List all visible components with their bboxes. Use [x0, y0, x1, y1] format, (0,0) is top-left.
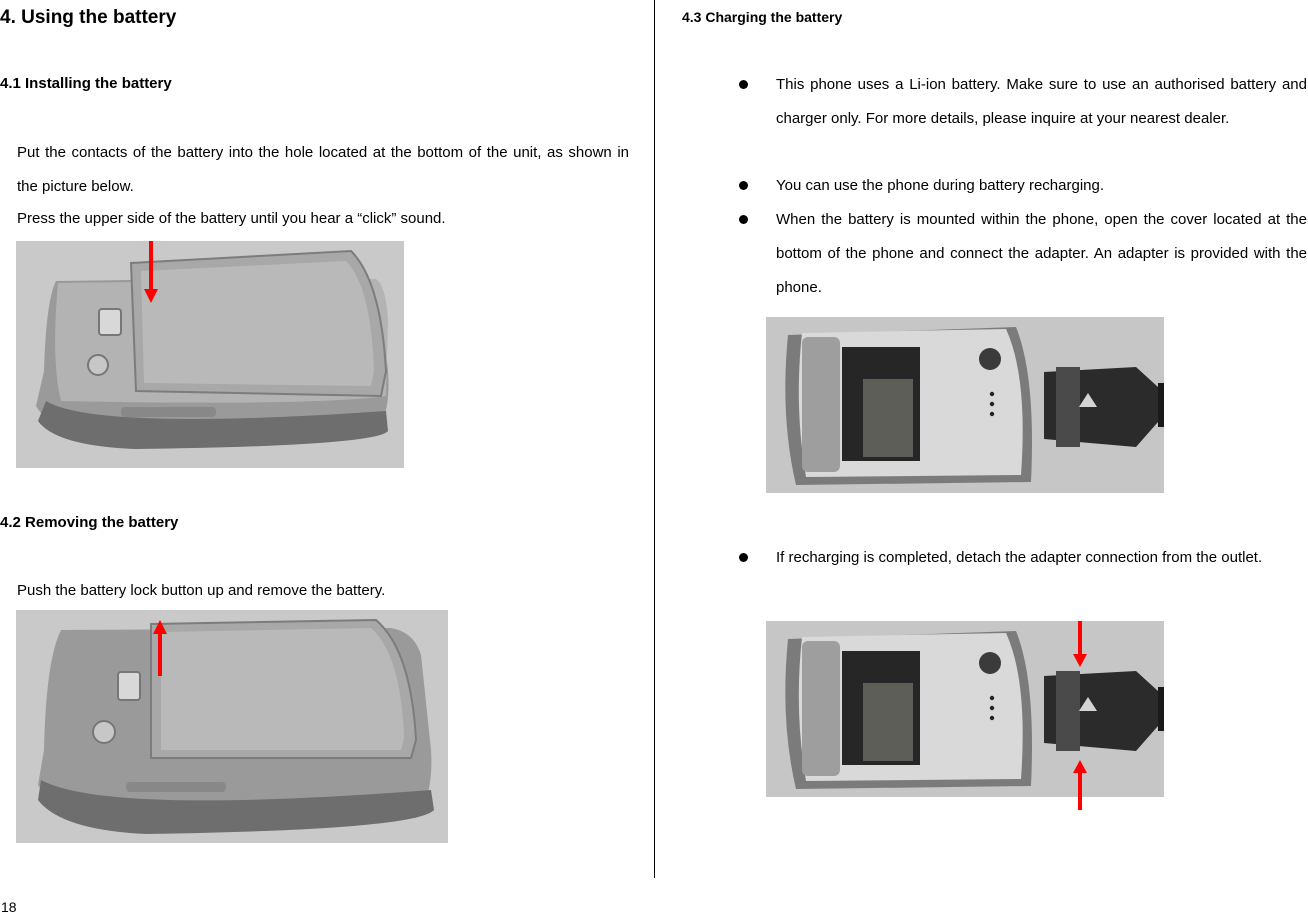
section-install-title: 4.1 Installing the battery	[0, 75, 172, 92]
install-paragraph-1: Put the contacts of the battery into the hole located at the bottom of the unit, as shown in the picture below.	[17, 144, 629, 195]
phone-battery-insert-photo-icon	[16, 241, 404, 468]
phone-adapter-connected-photo-icon	[766, 317, 1164, 493]
column-divider	[654, 0, 655, 878]
adapter-detach-photo	[766, 621, 1164, 797]
detach-arrow-tail	[1078, 797, 1082, 810]
section-remove-title: 4.2 Removing the battery	[0, 514, 179, 531]
bullet-dot-1	[739, 80, 748, 89]
bullet-dot-3	[739, 215, 748, 224]
charge-bullet-2: You can use the phone during battery recharging.	[776, 177, 1105, 194]
section-charge-title: 4.3 Charging the battery	[682, 9, 843, 25]
page-number: 18	[1, 899, 17, 915]
remove-paragraph-1: Push the battery lock button up and remove the battery.	[17, 582, 386, 599]
chapter-heading: 4. Using the battery	[0, 7, 177, 28]
battery-remove-photo	[16, 610, 448, 843]
charge-bullet-4: If recharging is completed, detach the adapter connection from the outlet.	[776, 549, 1263, 566]
bullet-dot-2	[739, 181, 748, 190]
battery-insert-photo	[16, 241, 404, 468]
adapter-connected-photo	[766, 317, 1164, 493]
phone-adapter-detach-photo-icon	[766, 621, 1164, 797]
bullet-dot-4	[739, 553, 748, 562]
charge-bullet-1: This phone uses a Li-ion battery. Make sure to use an authorised battery and charger only. For more details, please inquire at your nearest dealer.	[776, 76, 1307, 127]
install-paragraph-2: Press the upper side of the battery until you hear a “click” sound.	[17, 210, 446, 227]
charge-bullet-3: When the battery is mounted within the phone, open the cover located at the bottom of the phone and connect the adapter. An adapter is provided with the phone.	[776, 211, 1307, 296]
phone-battery-remove-photo-icon	[16, 610, 448, 843]
